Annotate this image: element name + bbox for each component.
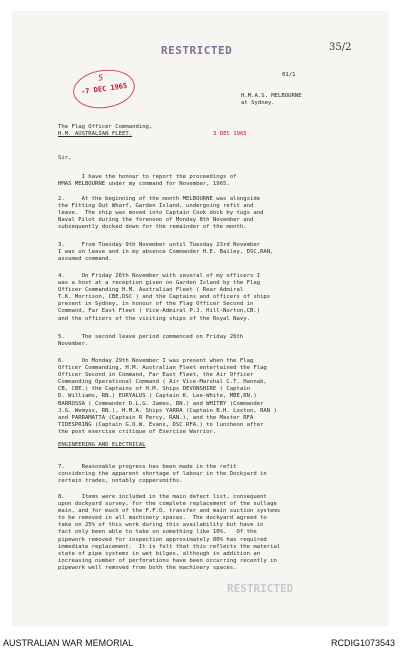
archive-id: RCDIG1073543 — [330, 638, 395, 648]
text-line: immediate replacement. It is felt that this reflects the material — [58, 543, 281, 550]
text-line: and PARRAMATTA (Captain R Percy, RAN.), and the Master RFA — [58, 414, 254, 421]
text-line: leave. The ship was moved into Captain Cook dock by tugs and — [58, 210, 264, 217]
addressee-line-2: H.M. AUSTRALIAN FLEET. — [58, 131, 133, 137]
restricted-stamp-bottom: RESTRICTED — [227, 582, 294, 595]
paragraph-8 — [58, 494, 280, 572]
paragraph-4 — [58, 273, 270, 323]
text-line: fact only been able to take on something like 10%. Of the — [58, 529, 257, 536]
text-line: Command, Far East Fleet ( Vice-Admiral P.J. Hill-Norton,CB.) — [58, 308, 261, 315]
text-line: Officer Second in Command, Far East Fleet, the Air Officer — [58, 372, 254, 379]
text-line: Officer Commanding, H.M. Australian Fleet entertained the Flag — [58, 365, 267, 372]
paragraph-3 — [58, 242, 274, 263]
text-line: certain trades, notably coppersmiths. — [58, 478, 183, 485]
text-line: T.K. Morrison, CBE,DSC ) and the Captains and officers of ships — [58, 294, 271, 301]
text-line: I was on leave and in my absence Commander H.E. Bailey, DSC,RAN, — [58, 249, 274, 256]
text-line: state of pipe systems in wet bilges, although in addition an — [58, 550, 261, 557]
text-line: and the officers of the visiting ships of the Royal Navy. — [58, 315, 250, 322]
received-stamp — [71, 66, 138, 112]
text-line: the post exercise critique of Exercise Warrior. — [58, 428, 217, 435]
file-reference: 01/1 — [282, 72, 296, 78]
text-line: 4. On Friday 26th November with several of my officers I — [58, 273, 261, 279]
date-stamp: 3 DEC 1965 — [213, 131, 247, 137]
text-line: 7. Reasonable progress has been made in the refit — [58, 464, 237, 470]
text-line: pipework removed for inspection approximately 80% has required — [58, 536, 267, 543]
archive-name: AUSTRALIAN WAR MEMORIAL — [3, 638, 134, 648]
text-line: J.G. Wemyss, RN.), H.M.A. Ships YARRA (Captain B.H. Loxton, RAN ) — [58, 407, 277, 414]
received-stamp-number: 5 — [97, 73, 104, 83]
restricted-stamp-top: RESTRICTED — [161, 44, 233, 57]
text-line: D. Williams, RN.) EURYALUS ( Captain K. Lee-White, MBE,RN.) — [58, 393, 257, 400]
paragraph-5 — [58, 334, 243, 348]
text-line: TIDESPRING (Captain G.O.W. Evans, DSC RFA.) to luncheon after — [58, 421, 264, 428]
document-page — [13, 12, 388, 625]
text-line: HMAS MELBOURNE under my command for November, 1965. — [58, 181, 230, 188]
text-line: pipework well removed from both the machinery spaces. — [58, 564, 237, 571]
paragraph-intro — [58, 174, 237, 188]
text-line: considering the apparent shortage of labour in the Dockyard in — [58, 471, 267, 478]
text-line: present in Sydney, in honour of the Flag Officer Second in — [58, 301, 254, 308]
text-line: the Fitting Out Wharf, Garden Island, undergoing refit and — [58, 203, 254, 210]
paragraph-7 — [58, 464, 267, 485]
text-line: 6. On Monday 29th November I was present when the Flag — [58, 358, 254, 364]
paragraph-2 — [58, 196, 263, 231]
text-line: increasing number of perforations have been occurring recently in — [58, 557, 277, 564]
text-line: to be removed in all machinery spaces. The dockyard agreed to — [58, 515, 267, 522]
text-line: November. — [58, 341, 89, 348]
text-line: assumed command. — [58, 256, 112, 263]
text-line: main, and for much of the F.F.O. transfer and main suction systems — [58, 508, 281, 515]
text-line: CB, CBE.) the Captains of H.M. Ships DEVONSHIRE ( Captain — [58, 386, 250, 393]
salutation: Sir, — [58, 155, 72, 161]
text-line: take on 25% of this work during this availability but have in — [58, 522, 264, 529]
received-stamp-date: -7 DEC 1965 — [80, 81, 128, 97]
addressee-line-1: The Flag Officer Commanding, — [58, 124, 153, 130]
sender-ship: H.M.A.S. MELBOURNE — [241, 93, 302, 99]
section-heading: ENGINEERING AND ELECTRICAL — [58, 442, 146, 448]
text-line: Naval Pilot during the forenoon of Monday 8th November and — [58, 217, 254, 224]
text-line: I have the honour to report the proceedings of — [58, 174, 237, 180]
sender-location: at Sydney. — [241, 100, 275, 106]
handwritten-reference: 35/2 — [329, 42, 352, 53]
paragraph-6 — [58, 358, 277, 436]
text-line: 3. From Tuesday 9th November until Tuesday 23rd November — [58, 242, 261, 248]
text-line: Commanding Operational Command ( Air Vice-Marshal C.T. Hannah, — [58, 379, 267, 386]
text-line: upon dockyard survey, for the complete replacement of the sullage — [58, 501, 277, 508]
text-line: BARROSSA ( Commander D.L.G. James, RN.) and WHITBY (Commander — [58, 400, 264, 407]
text-line: 8. Items were included in the main defect list, consequent — [58, 494, 267, 500]
text-line: subsequently docked down for the remainder of the month. — [58, 224, 247, 231]
text-line: 2. At the beginning of the month MELBOURNE was alongside — [58, 196, 261, 202]
archive-footer — [0, 628, 401, 653]
text-line: was a host at a reception given on Garden Island by the Flag — [58, 280, 261, 287]
text-line: 5. The second leave period commenced on Friday 26th — [58, 334, 244, 340]
text-line: Officer Commanding H.M. Australian Fleet ( Rear Admiral — [58, 287, 244, 294]
